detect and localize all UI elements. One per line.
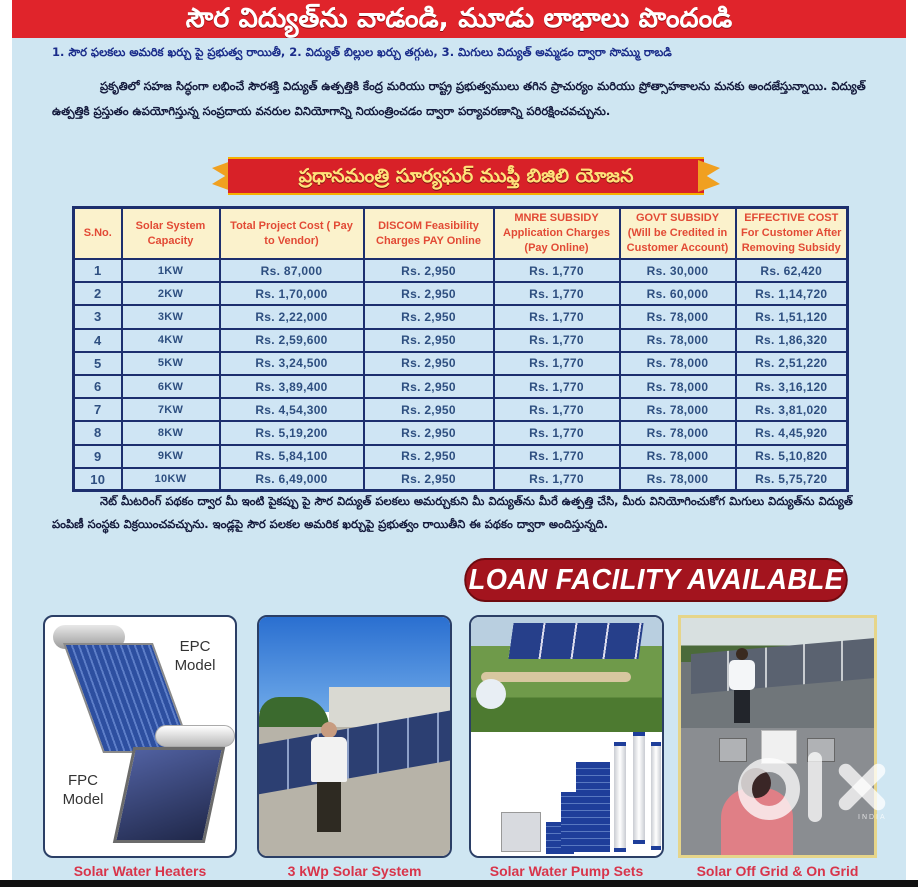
cell-capacity: 4KW <box>122 329 220 352</box>
fpc-model-label: FPC Model <box>62 772 104 808</box>
cell-discom: Rs. 2,950 <box>364 421 494 444</box>
cell-discom: Rs. 2,950 <box>364 329 494 352</box>
table-row <box>74 352 848 375</box>
pump-products-area <box>471 732 662 858</box>
controller-cabinet-icon <box>501 812 541 852</box>
headline-banner: సౌర విద్యుత్‌ను వాడండి, మూడు లాభాలు పొందండి <box>12 0 906 38</box>
table-row <box>74 305 848 328</box>
table-row <box>74 375 848 398</box>
cell-mnre: Rs. 1,770 <box>494 421 620 444</box>
cell-total: Rs. 6,49,000 <box>220 468 364 491</box>
cell-mnre: Rs. 1,770 <box>494 259 620 282</box>
caption-water-heaters: Solar Water Heaters <box>73 863 207 879</box>
subsidy-pricing-table <box>72 206 849 492</box>
cell-mnre: Rs. 1,770 <box>494 468 620 491</box>
cell-discom: Rs. 2,950 <box>364 352 494 375</box>
gallery-card-off-on-grid <box>678 615 877 858</box>
intro-paragraph: ప్రకృతిలో సహజ సిద్ధంగా లభించే సౌరశక్తి విద్యుత్ ఉత్పత్తికి కేంద్ర మరియు రాష్ట్ర ప్రభుత్వములు తగిన ప్రాచుర్యం మరియు ప్రోత్సాహకాలను మనకు అందజేస్తున్నాయి. విద్యుత్ ఉత్పత్తికి ప్రస్తుతం ఉపయోగిస్తున్న సంప్రదాయ వనరుల వినియోగాన్ని నియంత్రించడం ద్వారా పర్యావరణాన్ని పరిరక్షించవచ్చును. <box>52 79 866 118</box>
caption-off-on-grid: Solar Off Grid & On Grid <box>696 863 859 879</box>
header-sno: S.No. <box>74 208 122 260</box>
cell-effective: Rs. 1,14,720 <box>736 282 848 305</box>
cell-sno: 7 <box>74 398 122 421</box>
caption-pump-sets: Solar Water Pump Sets <box>489 863 644 879</box>
cell-govt: Rs. 78,000 <box>620 421 736 444</box>
table-row <box>74 468 848 491</box>
gallery-card-water-heaters <box>43 615 237 858</box>
loan-facility-badge: LOAN FACILITY AVAILABLE <box>464 558 848 602</box>
cell-sno: 9 <box>74 445 122 468</box>
submersible-pump-icon <box>614 742 626 852</box>
cell-mnre: Rs. 1,770 <box>494 352 620 375</box>
cell-govt: Rs. 78,000 <box>620 398 736 421</box>
cell-discom: Rs. 2,950 <box>364 305 494 328</box>
cell-discom: Rs. 2,950 <box>364 398 494 421</box>
cell-effective: Rs. 2,51,220 <box>736 352 848 375</box>
cell-capacity: 3KW <box>122 305 220 328</box>
watermark-subtext: INDIA <box>858 814 887 821</box>
cell-capacity: 2KW <box>122 282 220 305</box>
cell-capacity: 10KW <box>122 468 220 491</box>
table-row <box>74 259 848 282</box>
table-row <box>74 445 848 468</box>
bottom-edge-bar <box>0 880 918 887</box>
gallery-card-pump-sets <box>469 615 664 858</box>
epc-model-label: EPC Model <box>174 638 216 674</box>
solar-array-icon <box>508 623 643 659</box>
gallery-card-3kwp-system <box>257 615 452 858</box>
header-capacity: Solar System Capacity <box>122 208 220 260</box>
person-icon <box>721 788 793 858</box>
cell-effective: Rs. 1,86,320 <box>736 329 848 352</box>
cell-sno: 10 <box>74 468 122 491</box>
cell-discom: Rs. 2,950 <box>364 445 494 468</box>
cell-total: Rs. 3,89,400 <box>220 375 364 398</box>
cell-effective: Rs. 5,10,820 <box>736 445 848 468</box>
cell-discom: Rs. 2,950 <box>364 282 494 305</box>
table-header-row <box>74 208 848 260</box>
table-row <box>74 398 848 421</box>
cell-sno: 3 <box>74 305 122 328</box>
net-metering-paragraph: నెట్ మీటరింగ్ పథకం ద్వార మీ ఇంటి పైకప్పు పై సౌర విద్యుత్ పలకలు అమర్చుకుని మీ విద్యుత్‌ను మీరే ఉత్పత్తి చేసి, మీరు వినియోగించుకోగ మిగులు విద్యుత్‌ను విద్యుత్ పంపిణీ సంస్థకు విక్రయించవచ్చును. ఇండ్లపై సౌర పలకల అమరిక ఖర్చుపై ప్రభుత్వం రాయితీని ఈ పథకం ద్వారా అందిస్తున్నది. <box>52 494 853 531</box>
cell-discom: Rs. 2,950 <box>364 375 494 398</box>
person-icon <box>729 648 755 723</box>
header-mnre: MNRE SUBSIDY Application Charges (Pay Online) <box>494 208 620 260</box>
header-total-cost: Total Project Cost ( Pay to Vendor) <box>220 208 364 260</box>
person-head-icon <box>741 768 771 798</box>
fpc-heater-panel-icon <box>113 747 225 843</box>
cell-mnre: Rs. 1,770 <box>494 375 620 398</box>
cell-sno: 6 <box>74 375 122 398</box>
cell-effective: Rs. 5,75,720 <box>736 468 848 491</box>
cell-effective: Rs. 3,81,020 <box>736 398 848 421</box>
cell-total: Rs. 4,54,300 <box>220 398 364 421</box>
caption-3kwp-system: 3 kWp Solar System <box>287 863 422 879</box>
cell-effective: Rs. 62,420 <box>736 259 848 282</box>
cell-mnre: Rs. 1,770 <box>494 445 620 468</box>
cell-total: Rs. 2,22,000 <box>220 305 364 328</box>
cell-total: Rs. 5,19,200 <box>220 421 364 444</box>
cell-capacity: 5KW <box>122 352 220 375</box>
cell-sno: 4 <box>74 329 122 352</box>
cell-effective: Rs. 4,45,920 <box>736 421 848 444</box>
cell-govt: Rs. 78,000 <box>620 468 736 491</box>
cell-sno: 8 <box>74 421 122 444</box>
cell-govt: Rs. 78,000 <box>620 375 736 398</box>
cell-total: Rs. 2,59,600 <box>220 329 364 352</box>
cell-sno: 2 <box>74 282 122 305</box>
water-pipe-icon <box>481 672 631 682</box>
cell-govt: Rs. 78,000 <box>620 445 736 468</box>
switch-box-icon <box>719 738 747 762</box>
cell-capacity: 7KW <box>122 398 220 421</box>
header-effective-cost: EFFECTIVE COST For Customer After Removing Subsidy <box>736 208 848 260</box>
inverter-icon <box>761 730 797 764</box>
cell-mnre: Rs. 1,770 <box>494 398 620 421</box>
scheme-title-banner <box>212 154 720 198</box>
scheme-title: ప్రధానమంత్రి సూర్యఘర్ ముఫ్తీ బిజిలి యోజన <box>228 157 704 195</box>
table-row <box>74 421 848 444</box>
table-row <box>74 282 848 305</box>
cell-total: Rs. 1,70,000 <box>220 282 364 305</box>
benefits-line: 1. సౌర ఫలకలు అమరిక ఖర్చు పై ప్రభుత్వ రాయితీ, 2. విద్యుత్ బిల్లుల ఖర్చు తగ్గుట, 3. మిగులు విద్యుత్ అమ్మడం ద్వారా సొమ్ము రాబడి <box>52 45 672 59</box>
submersible-pump-icon <box>651 742 661 850</box>
cell-capacity: 8KW <box>122 421 220 444</box>
cell-govt: Rs. 78,000 <box>620 305 736 328</box>
cell-effective: Rs. 3,16,120 <box>736 375 848 398</box>
header-discom: DISCOM Feasibility Charges PAY Online <box>364 208 494 260</box>
cell-discom: Rs. 2,950 <box>364 468 494 491</box>
cell-capacity: 9KW <box>122 445 220 468</box>
cell-total: Rs. 3,24,500 <box>220 352 364 375</box>
solar-module-icon <box>576 762 610 852</box>
table-row <box>74 329 848 352</box>
cell-mnre: Rs. 1,770 <box>494 305 620 328</box>
ribbon-flare-right-icon <box>698 160 720 192</box>
cell-capacity: 6KW <box>122 375 220 398</box>
cell-total: Rs. 5,84,100 <box>220 445 364 468</box>
header-govt-subsidy: GOVT SUBSIDY (Will be Credited in Customer Account) <box>620 208 736 260</box>
cell-capacity: 1KW <box>122 259 220 282</box>
cell-total: Rs. 87,000 <box>220 259 364 282</box>
solar-advertisement-poster <box>12 0 906 880</box>
cell-govt: Rs. 78,000 <box>620 352 736 375</box>
fpc-heater-tank-icon <box>155 725 235 747</box>
cell-sno: 5 <box>74 352 122 375</box>
cell-mnre: Rs. 1,770 <box>494 329 620 352</box>
cell-govt: Rs. 78,000 <box>620 329 736 352</box>
water-splash-icon <box>476 679 506 709</box>
cell-discom: Rs. 2,950 <box>364 259 494 282</box>
submersible-pump-icon <box>633 732 645 844</box>
cell-govt: Rs. 60,000 <box>620 282 736 305</box>
cell-effective: Rs. 1,51,120 <box>736 305 848 328</box>
switch-box-icon <box>807 738 835 762</box>
cell-mnre: Rs. 1,770 <box>494 282 620 305</box>
person-icon <box>309 722 349 837</box>
cell-sno: 1 <box>74 259 122 282</box>
cell-govt: Rs. 30,000 <box>620 259 736 282</box>
